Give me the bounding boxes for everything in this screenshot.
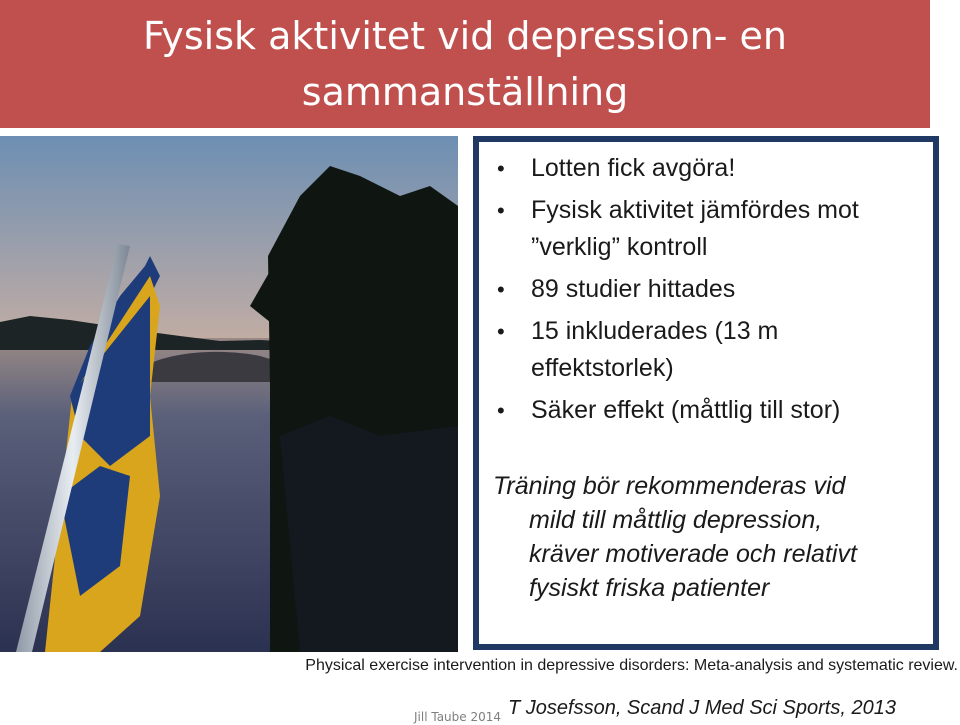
bullet-dot-icon: • — [497, 398, 505, 423]
bullet-item — [493, 392, 923, 429]
recommendation-line: kräver motiverade och relativt — [529, 540, 857, 568]
bullet-item — [493, 150, 923, 187]
bullet-text: Lotten fick avgöra! — [531, 154, 736, 182]
slide-title-line-2: sammanställning — [301, 70, 629, 114]
slide-footer: Jill Taube 2014 — [414, 710, 502, 724]
bullet-item — [493, 313, 923, 387]
bullet-dot-icon: • — [497, 319, 505, 344]
bullet-text: 15 inkluderades (13 m — [531, 317, 779, 345]
recommendation-line: fysiskt friska patienter — [529, 574, 770, 602]
bullet-item — [493, 192, 923, 266]
slide-title-line-1: Fysisk aktivitet vid depression- en — [143, 14, 787, 58]
recommendation-line: mild till måttlig depression, — [529, 506, 823, 534]
bullet-dot-icon: • — [497, 277, 505, 302]
citation: T Josefsson, Scand J Med Sci Sports, 2013 — [508, 697, 896, 719]
bullet-dot-icon: • — [497, 156, 505, 181]
bullet-text: ”verklig” kontroll — [531, 233, 708, 261]
bullet-text: Fysisk aktivitet jämfördes mot — [531, 196, 859, 224]
recommendation-text — [493, 469, 923, 605]
reference-title: Physical exercise intervention in depressive disorders: Meta-analysis and systematic review. — [305, 657, 958, 674]
title-bar — [0, 0, 930, 128]
bullet-text: 89 studier hittades — [531, 275, 736, 303]
bullet-text: effektstorlek) — [531, 354, 674, 382]
lake-photo — [0, 136, 458, 652]
slide-title — [0, 8, 930, 120]
summary-box — [473, 136, 939, 650]
bullet-item — [493, 271, 923, 308]
bullet-text: Säker effekt (måttlig till stor) — [531, 396, 841, 424]
bullet-dot-icon: • — [497, 198, 505, 223]
recommendation-line: Träning bör rekommenderas vid — [493, 472, 846, 500]
bullet-list — [493, 150, 923, 434]
